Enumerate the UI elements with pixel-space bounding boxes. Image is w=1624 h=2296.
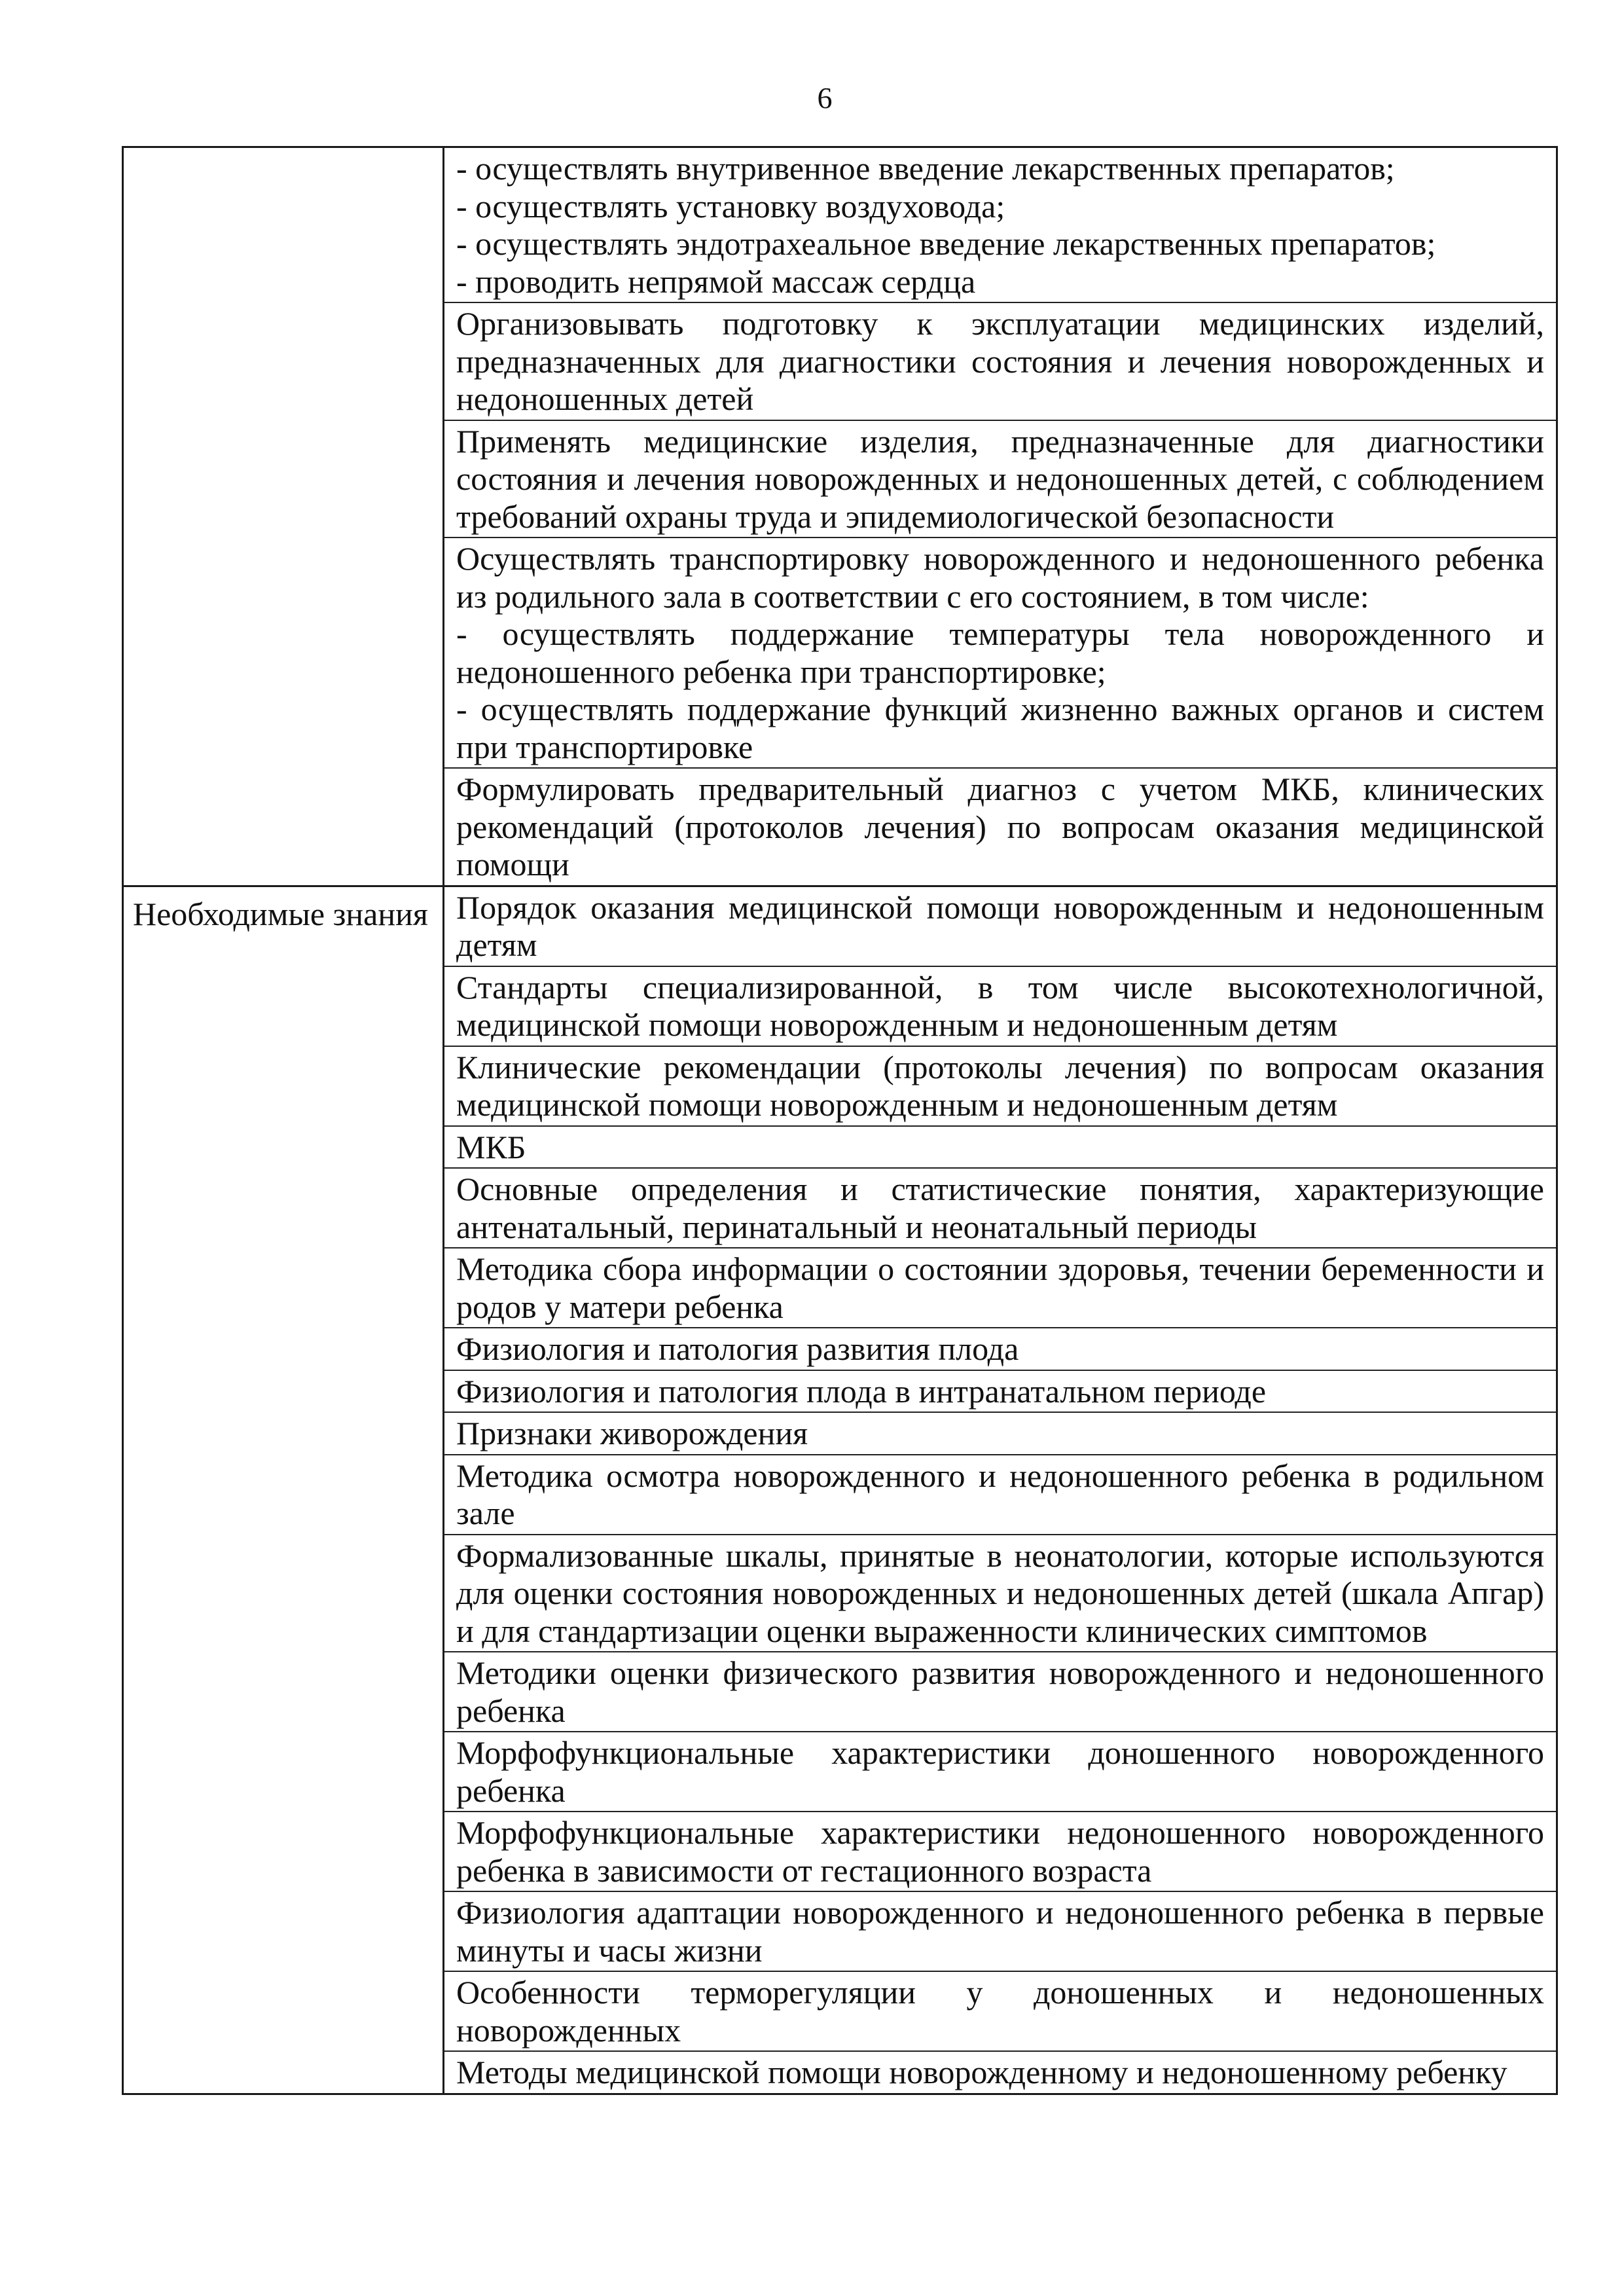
item-text-line: Методика сбора информации о состоянии здоровья, течении беременности и родов у матери ребенка: [456, 1250, 1544, 1325]
item-text-line: Признаки живорождения: [456, 1415, 808, 1451]
knowledge-list: [444, 887, 1556, 2093]
item-text-line: Методы медицинской помощи новорожденному и недоношенному ребенку: [456, 2054, 1507, 2090]
item-text-line: - осуществлять поддержание температуры тела новорожденного и недоношенного ребенка при транспортировке;: [456, 615, 1544, 690]
table-cell-item: [444, 1731, 1556, 1811]
table-cell-item: [444, 1891, 1556, 1971]
table-cell-item: [444, 420, 1556, 538]
item-text-line: Клинические рекомендации (протоколы лечения) по вопросам оказания медицинской помощи новорожденным и недоношенным детям: [456, 1048, 1544, 1123]
page-number: 6: [817, 81, 833, 115]
item-text-line: Порядок оказания медицинской помощи новорожденным и недоношенным детям: [456, 888, 1544, 963]
item-text-line: - проводить непрямой массаж сердца: [456, 263, 976, 300]
table-cell-item: [444, 1811, 1556, 1891]
item-text-line: Морфофункциональные характеристики недоношенного новорожденного ребенка в зависимости от гестационного возраста: [456, 1814, 1544, 1889]
table-cell-item: [444, 1454, 1556, 1534]
table-cell-item: [444, 1412, 1556, 1454]
table-cell-item: [444, 148, 1556, 302]
item-text-line: Физиология адаптации новорожденного и недоношенного ребенка в первые минуты и часы жизни: [456, 1894, 1544, 1969]
item-text-line: Формулировать предварительный диагноз с учетом МКБ, клинических рекомендаций (протоколов лечения) по вопросам оказания медицинской помощи: [456, 771, 1544, 883]
table-cell-item: [444, 302, 1556, 420]
item-text-line: Осуществлять транспортировку новорожденного и недоношенного ребенка из родильного зала в соответствии с его состоянием, в том числе:: [456, 540, 1544, 615]
table-cell-item: [444, 1651, 1556, 1731]
item-text-line: Формализованные шкалы, принятые в неонатологии, которые используются для оценки состояния новорожденных и недоношенных детей (шкала Апгар) и для стандартизации оценки выраженности клинических симптомов: [456, 1537, 1544, 1649]
item-text-line: Физиология и патология плода в интранатальном периоде: [456, 1372, 1267, 1410]
item-text-line: Основные определения и статистические понятия, характеризующие антенатальный, перинатальный и неонатальный периоды: [456, 1171, 1544, 1245]
item-text-line: Физиология и патология развития плода: [456, 1330, 1019, 1367]
item-text-line: - осуществлять эндотрахеальное введение лекарственных препаратов;: [456, 225, 1436, 262]
table-cell-item: [444, 1327, 1556, 1370]
abilities-list: [444, 148, 1556, 885]
table-cell-item: [444, 2050, 1556, 2093]
knowledge-row: [124, 885, 1556, 2093]
item-text-line: Морфофункциональные характеристики доношенного новорожденного ребенка: [456, 1734, 1544, 1809]
knowledge-label: Необходимые знания: [124, 887, 444, 2093]
item-text-line: - осуществлять поддержание функций жизненно важных органов и систем при транспортировке: [456, 691, 1544, 765]
table-cell-item: [444, 887, 1556, 966]
abilities-row: [124, 148, 1556, 885]
item-text-line: Организовывать подготовку к эксплуатации медицинских изделий, предназначенных для диагностики состояния и лечения новорожденных и недоношенных детей: [456, 305, 1544, 417]
table-cell-item: [444, 1167, 1556, 1247]
table-cell-item: [444, 1370, 1556, 1412]
item-text-line: - осуществлять установку воздуховода;: [456, 187, 1005, 225]
table-cell-item: [444, 537, 1556, 767]
table-cell-item: [444, 1247, 1556, 1327]
table-cell-item: [444, 767, 1556, 885]
item-text-line: Методика осмотра новорожденного и недоношенного ребенка в родильном зале: [456, 1457, 1544, 1531]
item-text-line: МКБ: [456, 1128, 526, 1165]
competency-table: [122, 146, 1558, 2095]
table-cell-item: [444, 1534, 1556, 1652]
table-cell-item: [444, 1971, 1556, 2050]
table-cell-item: [444, 1046, 1556, 1125]
item-text-line: Особенности терморегуляции у доношенных и недоношенных новорожденных: [456, 1974, 1544, 2049]
table-cell-item: [444, 966, 1556, 1046]
item-text-line: - осуществлять внутривенное введение лекарственных препаратов;: [456, 150, 1395, 187]
item-text-line: Стандарты специализированной, в том числе высокотехнологичной, медицинской помощи новорожденным и недоношенным детям: [456, 968, 1544, 1043]
item-text-line: Применять медицинские изделия, предназначенные для диагностики состояния и лечения новорожденных и недоношенных детей, с соблюдением требований охраны труда и эпидемиологической безопасности: [456, 422, 1544, 535]
item-text-line: Методики оценки физического развития новорожденного и недоношенного ребенка: [456, 1654, 1544, 1729]
table-cell-item: [444, 1125, 1556, 1168]
abilities-label: [124, 148, 444, 885]
